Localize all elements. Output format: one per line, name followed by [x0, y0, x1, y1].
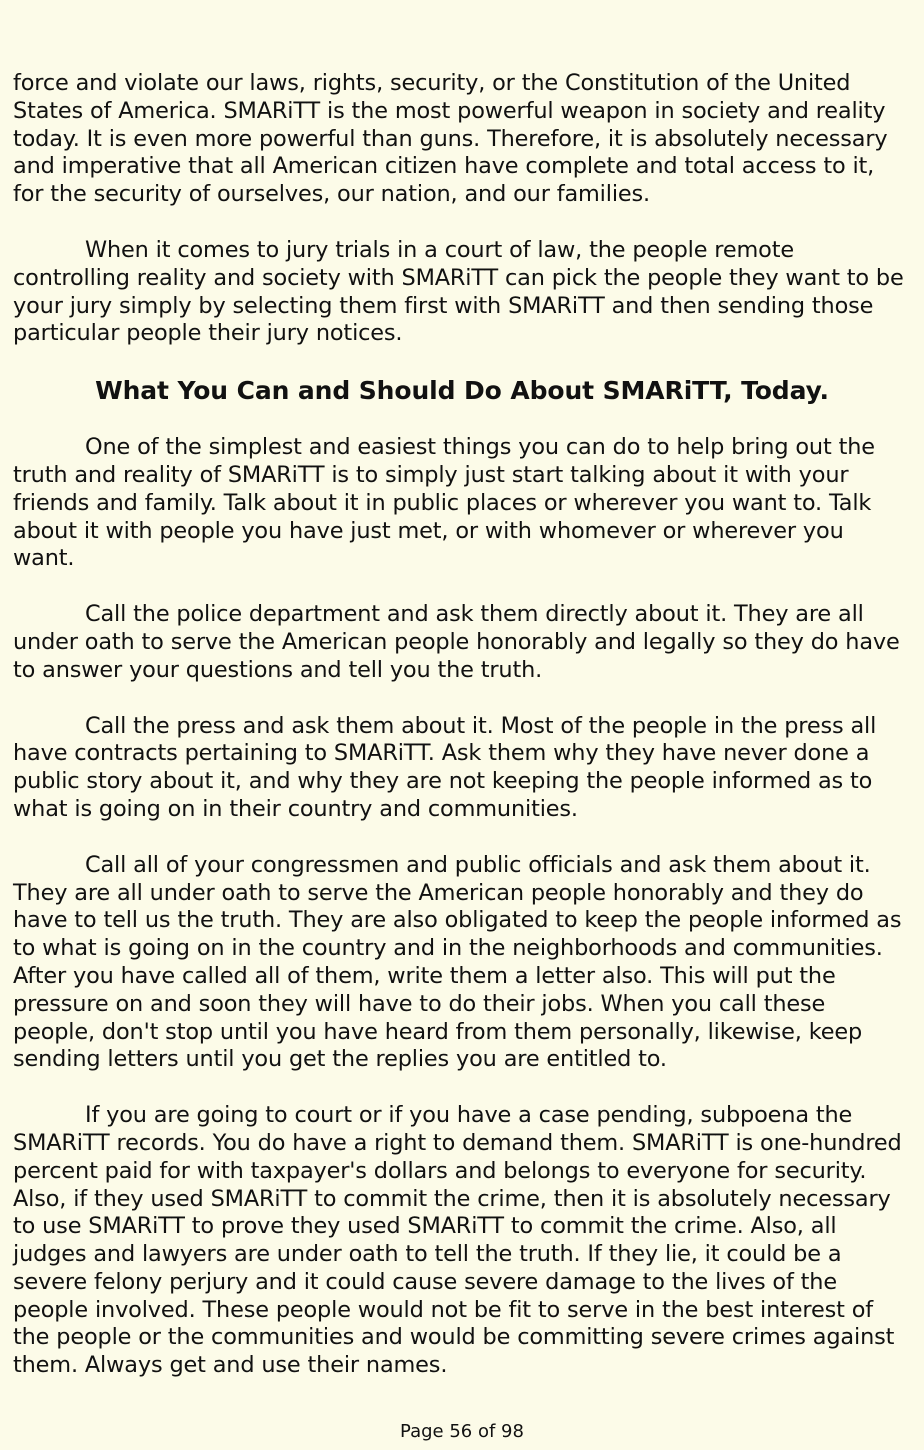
paragraph-subpoena-records: If you are going to court or if you have a case pending, subpoena the SMARiTT records. You do have a right to demand them. SMARiTT is one-hundred percent paid for with taxpayer's dollars and belongs to everyone for security. Also, if they used SMARiTT to commit the crime, then it is absolutely necessary to use SMARiTT to prove they used SMARiTT to commit the crime. Also, all judges and lawyers are under oath to tell the truth. If they lie, it could be a severe felony perjury and it could cause severe damage to the lives of the people involved. These people would not be fit to serve in the best interest of the people or the communities and would be committing severe crimes against them. Always get and use their names. [13, 1102, 902, 1379]
document-page [13, 70, 911, 1408]
paragraph-jury-trials: When it comes to jury trials in a court of law, the people remote controlling reality and society with SMARiTT can pick the people they want to be your jury simply by selecting them first with SMARiTT and then sending those particular people their jury notices. [13, 236, 904, 347]
paragraph-call-press: Call the press and ask them about it. Most of the people in the press all have contracts pertaining to SMARiTT. Ask them why they have never done a public story about it, and why they are not keeping the people informed as to what is going on in their country and communities. [13, 712, 877, 822]
paragraph-call-congressmen: Call all of your congressmen and public officials and ask them about it. They are all under oath to serve the American people honorably and they do have to tell us the truth. They are also obligated to keep the people informed as to what is going on in the country and in the neighborhoods and communities. After you have called all of them, write them a letter also. This will put the pressure on and soon they will have to do their jobs. When you call these people, don't stop until you have heard from them personally, likewise, keep sending letters until you get the replies you are entitled to. [13, 851, 902, 1073]
section-heading: What You Can and Should Do About SMARiTT, Today. [95, 376, 829, 406]
paragraph-constitution-continuation: force and violate our laws, rights, security, or the Constitution of the United States of America. SMARiTT is the most powerful weapon in society and reality today. It is even more powerful than guns. Therefore, it is absolutely necessary and imperative that all American citizen have complete and total access to it, for the security of ourselves, our nation, and our families. [13, 70, 888, 208]
page-number-footer: Page 56 of 98 [400, 1421, 524, 1442]
paragraph-talk-about-it: One of the simplest and easiest things you can do to help bring out the truth and reality of SMARiTT is to simply just start talking about it with your friends and family. Talk about it in public places or wherever you want to. Talk about it with people you have just met, or with whomever or wherever you want. [13, 434, 875, 572]
paragraph-call-police: Call the police department and ask them directly about it. They are all under oath to serve the American people honorably and legally so they do have to answer your questions and tell you the truth. [13, 601, 900, 683]
